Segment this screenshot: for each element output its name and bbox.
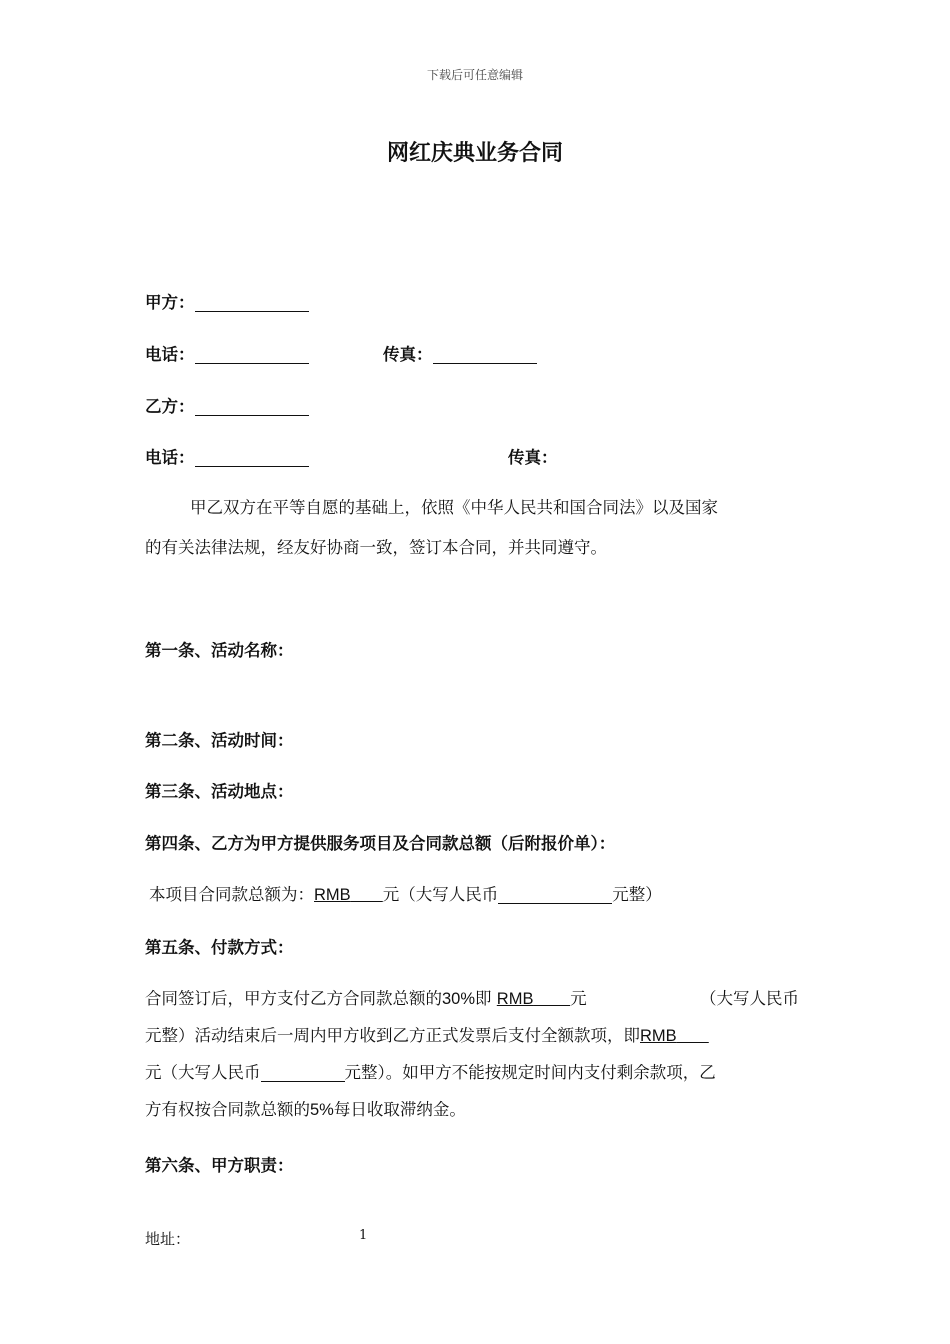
payment-text-3b: 元整）。如甲方不能按规定时间内支付剩余款项，乙: [344, 1063, 716, 1082]
party-b-label: 乙方：: [145, 397, 195, 416]
phone-fax-row-2: [145, 444, 309, 468]
payment-line-2: [145, 1022, 709, 1046]
total-amount-line: [149, 881, 662, 905]
phone-blank-2: [195, 448, 309, 467]
total-prefix: 本项目合同款总额为：: [149, 885, 314, 904]
article-3: 第三条、活动地点：: [145, 782, 294, 801]
phone-label-2: 电话：: [145, 448, 195, 467]
article-5: 第五条、付款方式：: [145, 938, 294, 957]
late-fee-percent: 5%: [310, 1101, 334, 1119]
payment-line-4: [145, 1096, 466, 1120]
total-rmb: RMB: [314, 886, 351, 904]
payment-text-2a: 元整）活动结束后一周内甲方收到乙方正式发票后支付全额款项，即: [145, 1026, 640, 1045]
party-b-blank: [195, 397, 309, 416]
payment-line-3: [145, 1059, 716, 1083]
fax-label-2: 传真：: [508, 448, 558, 467]
payment-text-1a: 合同签订后，甲方支付乙方合同款总额的: [145, 989, 442, 1008]
total-yuan: 元: [382, 885, 400, 904]
article-6: 第六条、甲方职责：: [145, 1156, 294, 1175]
payment-rmb-1: RMB: [496, 990, 534, 1008]
payment-text-1b: 即: [475, 989, 492, 1008]
payment-rmb-2: RMB: [640, 1027, 677, 1045]
payment-line-1: [145, 985, 587, 1009]
phone-blank-1: [195, 345, 309, 364]
header-note: 下载后可任意编辑: [426, 68, 523, 82]
payment-text-4b: 每日收取滞纳金。: [333, 1100, 466, 1119]
total-cap-prefix: （大写人民币: [399, 885, 499, 904]
article-4: 第四条、乙方为甲方提供服务项目及合同款总额（后附报价单）：: [145, 834, 616, 853]
payment-cap-blank: [261, 1063, 345, 1082]
fax-row-1: [383, 341, 537, 365]
payment-cap-1: （大写人民币: [700, 989, 799, 1008]
article-2: 第二条、活动时间：: [145, 731, 294, 750]
fax-row-2: [508, 444, 558, 468]
party-b-row: [145, 393, 309, 417]
phone-fax-row-1: [145, 341, 309, 365]
contract-title: 网红庆典业务合同: [386, 140, 563, 166]
total-cap-blank: [498, 885, 612, 904]
intro-line-1: 甲乙双方在平等自愿的基础上，依照《中华人民共和国合同法》以及国家: [190, 498, 718, 517]
payment-percent: 30%: [442, 990, 476, 1008]
party-a-row: [145, 289, 309, 313]
phone-label-1: 电话：: [145, 345, 195, 364]
footer-address: 地址：: [145, 1230, 191, 1248]
page-number: 1: [359, 1228, 368, 1243]
intro-line-2: 的有关法律法规，经友好协商一致，签订本合同，并共同遵守。: [145, 538, 607, 557]
fax-label-1: 传真：: [383, 345, 433, 364]
fax-blank-1: [433, 345, 537, 364]
payment-text-4a: 方有权按合同款总额的: [145, 1100, 310, 1119]
article-1: 第一条、活动名称：: [145, 641, 294, 660]
total-cap-suffix: 元整）: [612, 885, 662, 904]
party-a-blank: [195, 293, 309, 312]
payment-text-3a: 元（大写人民币: [145, 1063, 261, 1082]
party-a-label: 甲方：: [145, 293, 195, 312]
payment-yuan-1: 元: [570, 989, 587, 1008]
